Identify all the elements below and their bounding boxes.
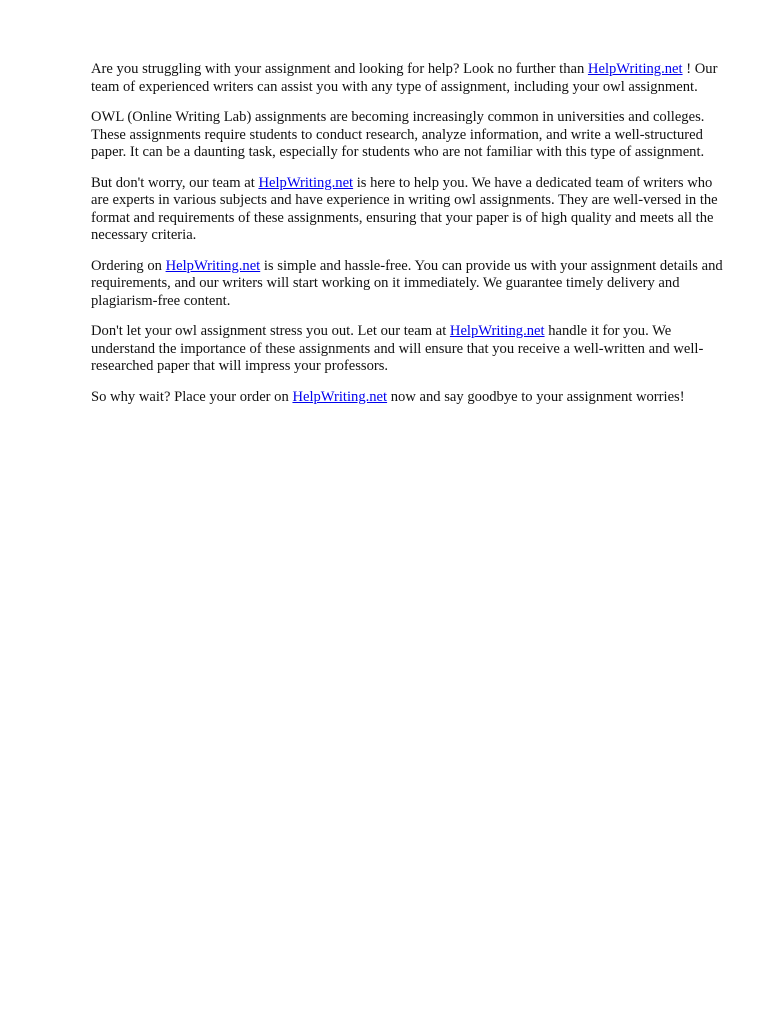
paragraph-text: now and say goodbye to your assignment worries! xyxy=(387,388,685,405)
paragraph-text: Are you struggling with your assignment and looking for help? Look no further than xyxy=(91,61,588,77)
paragraph-closing xyxy=(91,389,731,407)
paragraph-intro xyxy=(91,61,731,96)
helpwriting-link[interactable]: HelpWriting.net xyxy=(258,174,354,191)
paragraph-text: is simple and hassle-free. You can provide us with your assignment details and requirements, and our writers will start working on it immediately. We guarantee timely delivery and plagiarism-free content. xyxy=(91,257,723,309)
paragraph-owl-description xyxy=(91,109,731,162)
paragraph-text: But don't worry, our team at xyxy=(91,174,259,191)
helpwriting-link[interactable]: HelpWriting.net xyxy=(292,388,388,405)
paragraph-team xyxy=(91,175,731,245)
paragraph-text: So why wait? Place your order on xyxy=(91,388,293,405)
paragraph-text: Ordering on xyxy=(91,257,166,274)
document-page xyxy=(91,61,731,419)
paragraph-text: Don't let your owl assignment stress you out. Let our team at xyxy=(91,323,450,339)
helpwriting-link[interactable]: HelpWriting.net xyxy=(449,323,545,339)
paragraph-ordering xyxy=(91,258,731,311)
paragraph-text: OWL (Online Writing Lab) assignments are becoming increasingly common in universities and colleges. These assignments require students to conduct research, analyze information, and write a well-structured paper. It can be a daunting task, especially for students who are not familiar with this type of assignment. xyxy=(91,109,705,160)
helpwriting-link[interactable]: HelpWriting.net xyxy=(165,257,261,274)
helpwriting-link[interactable]: HelpWriting.net xyxy=(587,61,683,77)
paragraph-stress xyxy=(91,323,731,376)
paragraph-text: handle it for you. We understand the importance of these assignments and will ensure that you receive a well-written and well-researched paper that will impress your professors. xyxy=(91,323,704,374)
paragraph-text: is here to help you. We have a dedicated team of writers who are experts in various subjects and have experience in writing owl assignments. They are well-versed in the format and requirements of these assignments, ensuring that your paper is of high quality and meets all the necessary criteria. xyxy=(91,174,718,243)
paragraph-text: ! Our team of experienced writers can assist you with any type of assignment, including your owl assignment. xyxy=(91,61,718,95)
